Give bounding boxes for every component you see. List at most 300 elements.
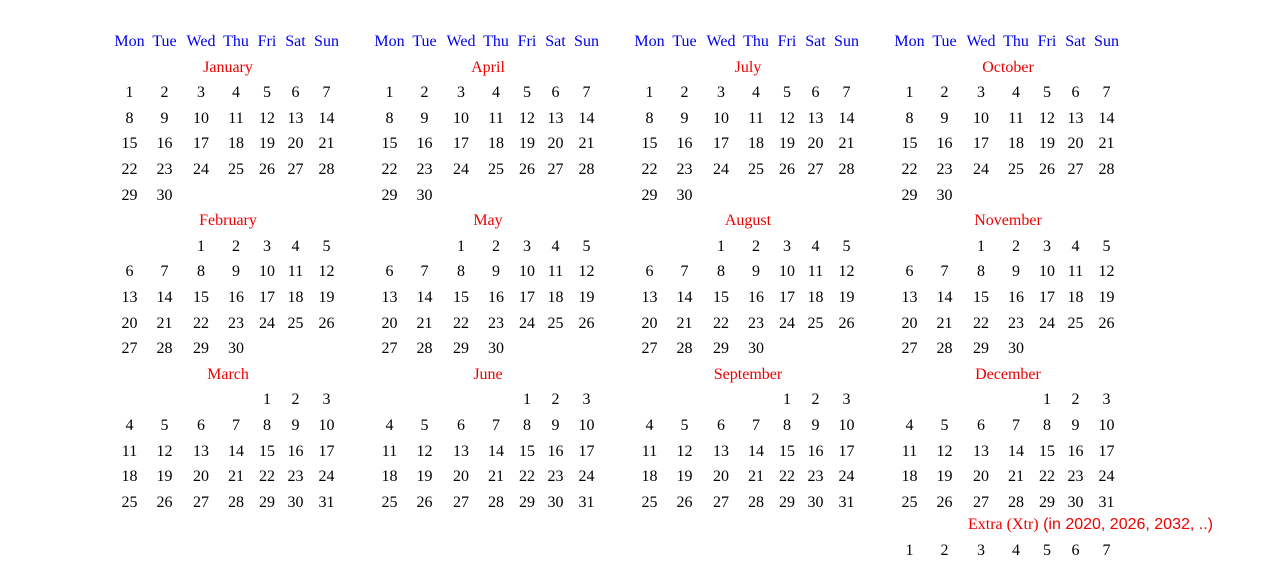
day-number: 19 [578,288,595,306]
day-number: 21 [318,135,335,153]
day-number: 27 [901,340,918,358]
day-number: 5 [322,237,331,255]
day-number: 24 [578,468,595,486]
day-number: 24 [193,160,209,178]
day-number: 5 [420,416,429,434]
month-name: November [974,212,1042,230]
week-row [373,439,603,465]
day-number: 5 [680,416,689,434]
day-number: 11 [381,442,398,460]
month-name: March [207,365,249,383]
day-number: 14 [228,442,244,460]
day-number: 14 [318,109,335,127]
day-number: 10 [973,109,989,127]
day-number: 3 [523,237,531,255]
weekday-header [893,29,1123,55]
day-number: 30 [748,340,764,358]
day-number: 11 [641,442,658,460]
day-number: 23 [488,314,504,332]
weekday-label: Fri [257,33,277,50]
day-number: 15 [713,288,729,306]
day-number: 23 [676,160,693,178]
day-number: 4 [125,416,134,434]
week-row [373,413,603,439]
week-row [113,234,343,260]
weekday-label: Mon [374,33,405,50]
extra-month-label [968,512,1213,538]
day-number: 17 [519,288,535,306]
day-number: 5 [523,84,531,102]
day-number: 1 [645,84,654,102]
day-number: 1 [905,84,914,102]
month-name: April [471,58,505,76]
day-number: 29 [193,340,209,358]
day-number: 3 [977,84,985,102]
day-number: 31 [318,493,335,511]
day-number: 6 [717,416,725,434]
day-number: 24 [1039,314,1055,332]
day-number: 29 [453,340,469,358]
extra-day-number: 2 [940,542,949,559]
week-row [113,259,343,285]
day-number: 18 [1008,135,1024,153]
day-number: 27 [807,160,824,178]
day-number: 24 [973,160,989,178]
day-number: 28 [676,340,693,358]
day-number: 15 [193,288,209,306]
day-number: 4 [1071,237,1080,255]
day-number: 18 [488,135,504,153]
day-number: 28 [1098,160,1115,178]
day-number: 21 [416,314,433,332]
day-number: 22 [259,468,275,486]
day-number: 21 [228,468,244,486]
day-number: 22 [779,468,795,486]
day-number: 20 [713,468,729,486]
day-number: 4 [291,237,300,255]
day-number: 8 [1043,416,1051,434]
day-number: 16 [287,442,304,460]
day-number: 12 [416,442,433,460]
day-number: 25 [287,314,304,332]
day-number: 12 [936,442,953,460]
day-number: 17 [578,442,595,460]
day-number: 17 [259,288,275,306]
week-row [373,80,603,106]
day-number: 25 [641,493,658,511]
week-row [113,413,343,439]
week-row [373,387,603,413]
month-name: July [734,58,762,76]
day-number: 3 [322,391,331,409]
week-row [633,413,863,439]
weekday-label: Sun [574,33,599,50]
day-number: 15 [973,288,989,306]
day-number: 12 [519,109,535,127]
day-number: 28 [838,160,855,178]
day-number: 28 [1008,493,1024,511]
day-number: 1 [977,237,985,255]
day-number: 19 [416,468,433,486]
week-row [893,439,1123,465]
day-number: 4 [1012,84,1020,102]
day-number: 3 [1102,391,1111,409]
day-number: 3 [783,237,791,255]
day-number: 20 [807,135,824,153]
day-number: 23 [287,468,304,486]
week-row [113,157,343,183]
day-number: 25 [381,493,398,511]
day-number: 9 [1071,416,1080,434]
week-row [373,490,603,516]
day-number: 2 [1012,237,1020,255]
day-number: 3 [197,84,205,102]
month-name: December [975,365,1041,383]
day-number: 9 [492,263,500,281]
day-number: 29 [973,340,989,358]
week-row [633,80,863,106]
weekday-label: Mon [634,33,665,50]
day-number: 24 [453,160,469,178]
week-row [113,490,343,516]
day-number: 2 [680,84,689,102]
day-number: 20 [287,135,304,153]
day-number: 25 [807,314,824,332]
day-number: 15 [641,135,658,153]
day-number: 1 [717,237,725,255]
day-number: 2 [940,84,949,102]
day-number: 7 [1012,416,1020,434]
extra-month-days [893,538,1123,564]
day-number: 22 [121,160,138,178]
day-number: 19 [519,135,535,153]
week-row [113,464,343,490]
day-number: 21 [748,468,764,486]
day-number: 25 [228,160,244,178]
day-number: 26 [936,493,953,511]
day-number: 18 [547,288,564,306]
day-number: 4 [905,416,914,434]
day-number: 12 [259,109,275,127]
day-number: 8 [645,109,654,127]
day-number: 14 [748,442,764,460]
day-number: 18 [807,288,824,306]
day-number: 14 [1008,442,1024,460]
day-number: 2 [160,84,169,102]
week-row [113,183,343,209]
day-number: 14 [416,288,433,306]
day-number: 23 [228,314,244,332]
month-name: February [199,212,257,230]
weekday-label: Tue [672,33,697,50]
day-number: 24 [1098,468,1115,486]
day-number: 16 [156,135,173,153]
day-number: 28 [578,160,595,178]
day-number: 20 [121,314,138,332]
day-number: 20 [453,468,469,486]
day-number: 19 [676,468,693,486]
day-number: 18 [121,468,138,486]
week-row [633,464,863,490]
day-number: 16 [748,288,764,306]
day-number: 12 [1098,263,1115,281]
day-number: 10 [259,263,275,281]
week-row [893,311,1123,337]
day-number: 31 [1098,493,1115,511]
week-row [633,490,863,516]
day-number: 18 [381,468,398,486]
day-number: 19 [779,135,795,153]
day-number: 24 [519,314,535,332]
day-number: 15 [779,442,795,460]
week-row [893,131,1123,157]
week-row [633,336,863,362]
day-number: 10 [453,109,469,127]
day-number: 11 [488,109,504,127]
week-row [373,464,603,490]
day-number: 14 [488,442,504,460]
day-number: 29 [779,493,795,511]
week-row [113,311,343,337]
day-number: 10 [779,263,795,281]
day-number: 5 [1043,84,1051,102]
day-number: 12 [156,442,173,460]
day-number: 13 [547,109,564,127]
day-number: 5 [582,237,591,255]
week-row [893,464,1123,490]
day-number: 23 [1067,468,1084,486]
week-row [633,285,863,311]
day-number: 19 [318,288,335,306]
day-number: 19 [156,468,173,486]
weekday-label: Fri [1037,33,1057,50]
day-number: 14 [578,109,595,127]
day-number: 11 [121,442,138,460]
day-number: 17 [1039,288,1055,306]
weekday-label: Sat [805,33,826,50]
day-number: 11 [228,109,244,127]
day-number: 6 [385,263,394,281]
weekday-label: Tue [412,33,437,50]
day-number: 8 [717,263,725,281]
day-number: 12 [838,263,855,281]
day-number: 5 [842,237,851,255]
month-name: October [982,58,1034,76]
day-number: 18 [748,135,764,153]
day-number: 10 [318,416,335,434]
day-number: 1 [523,391,531,409]
day-number: 14 [1098,109,1115,127]
day-number: 15 [121,135,138,153]
month-name: January [203,58,253,76]
day-number: 23 [1008,314,1024,332]
calendar-column-q3 [633,29,863,515]
day-number: 28 [416,340,433,358]
week-row [373,311,603,337]
day-number: 20 [641,314,658,332]
week-row [633,157,863,183]
day-number: 10 [519,263,535,281]
day-number: 6 [125,263,134,281]
weekday-label: Thu [743,33,769,50]
weekday-label: Wed [446,33,476,50]
day-number: 17 [838,442,855,460]
day-number: 25 [547,314,564,332]
day-number: 26 [779,160,795,178]
month-name: June [473,365,503,383]
weekday-label: Mon [894,33,925,50]
day-number: 21 [936,314,953,332]
day-number: 1 [263,391,271,409]
day-number: 22 [641,160,658,178]
day-number: 28 [228,493,244,511]
day-number: 8 [457,263,465,281]
day-number: 26 [676,493,693,511]
day-number: 15 [1039,442,1055,460]
day-number: 27 [641,340,658,358]
day-number: 20 [193,468,209,486]
day-number: 7 [680,263,689,281]
day-number: 22 [973,314,989,332]
day-number: 7 [582,84,591,102]
day-number: 4 [492,84,500,102]
day-number: 16 [488,288,504,306]
day-number: 13 [973,442,989,460]
day-number: 30 [287,493,304,511]
day-number: 26 [1098,314,1115,332]
day-number: 18 [1067,288,1084,306]
extra-month-name: Extra (Xtr) [968,516,1039,533]
day-number: 9 [811,416,820,434]
day-number: 28 [318,160,335,178]
day-number: 15 [453,288,469,306]
weekday-label: Tue [932,33,957,50]
extra-day-number: 6 [1071,542,1080,559]
day-number: 26 [838,314,855,332]
day-number: 1 [385,84,394,102]
day-number: 17 [713,135,729,153]
weekday-header [633,29,863,55]
day-number: 9 [680,109,689,127]
day-number: 29 [713,340,729,358]
day-number: 6 [1071,84,1080,102]
day-number: 8 [385,109,394,127]
day-number: 6 [905,263,914,281]
weekday-label: Fri [777,33,797,50]
week-row [633,311,863,337]
day-number: 30 [1067,493,1084,511]
day-number: 13 [193,442,209,460]
day-number: 22 [381,160,398,178]
day-number: 12 [318,263,335,281]
day-number: 1 [125,84,134,102]
day-number: 16 [936,135,953,153]
day-number: 8 [263,416,271,434]
day-number: 11 [547,263,564,281]
day-number: 29 [259,493,275,511]
day-number: 22 [519,468,535,486]
extra-day-number: 7 [1102,542,1111,559]
day-number: 20 [547,135,564,153]
day-number: 30 [676,186,693,204]
month-name: August [724,212,772,230]
week-row [373,131,603,157]
day-number: 9 [160,109,169,127]
day-number: 10 [193,109,209,127]
day-number: 11 [807,263,824,281]
day-number: 11 [901,442,918,460]
day-number: 25 [1067,314,1084,332]
day-number: 10 [1098,416,1115,434]
day-number: 9 [420,109,429,127]
day-number: 17 [779,288,795,306]
day-number: 6 [551,84,560,102]
day-number: 10 [578,416,595,434]
day-number: 2 [492,237,500,255]
day-number: 26 [1039,160,1055,178]
day-number: 18 [641,468,658,486]
weekday-label: Thu [483,33,509,50]
day-number: 15 [901,135,918,153]
extra-month-note: (in 2020, 2026, 2032, ..) [1038,516,1213,533]
day-number: 13 [901,288,918,306]
day-number: 8 [523,416,531,434]
day-number: 14 [936,288,953,306]
day-number: 24 [779,314,795,332]
day-number: 3 [1043,237,1051,255]
day-number: 13 [453,442,469,460]
calendar-column-q4 [893,29,1123,515]
day-number: 21 [1098,135,1115,153]
week-row [113,80,343,106]
day-number: 7 [492,416,500,434]
day-number: 23 [936,160,953,178]
day-number: 11 [1008,109,1024,127]
day-number: 3 [717,84,725,102]
weekday-label: Wed [706,33,736,50]
day-number: 18 [228,135,244,153]
day-number: 6 [977,416,985,434]
day-number: 26 [578,314,595,332]
day-number: 22 [453,314,469,332]
day-number: 16 [1067,442,1084,460]
day-number: 10 [838,416,855,434]
week-row [633,234,863,260]
day-number: 29 [1039,493,1055,511]
week-row [893,106,1123,132]
day-number: 28 [488,493,504,511]
month-name: September [713,365,783,383]
day-number: 1 [1043,391,1051,409]
day-number: 1 [197,237,205,255]
day-number: 24 [713,160,729,178]
weekday-label: Fri [517,33,537,50]
day-number: 6 [291,84,300,102]
day-number: 28 [936,340,953,358]
day-number: 22 [713,314,729,332]
day-number: 20 [1067,135,1084,153]
day-number: 9 [232,263,240,281]
day-number: 19 [1039,135,1055,153]
day-number: 26 [519,160,535,178]
day-number: 15 [381,135,398,153]
day-number: 29 [901,186,918,204]
day-number: 21 [838,135,855,153]
day-number: 24 [318,468,335,486]
day-number: 20 [901,314,918,332]
day-number: 6 [645,263,654,281]
extra-day-number: 5 [1043,542,1051,559]
